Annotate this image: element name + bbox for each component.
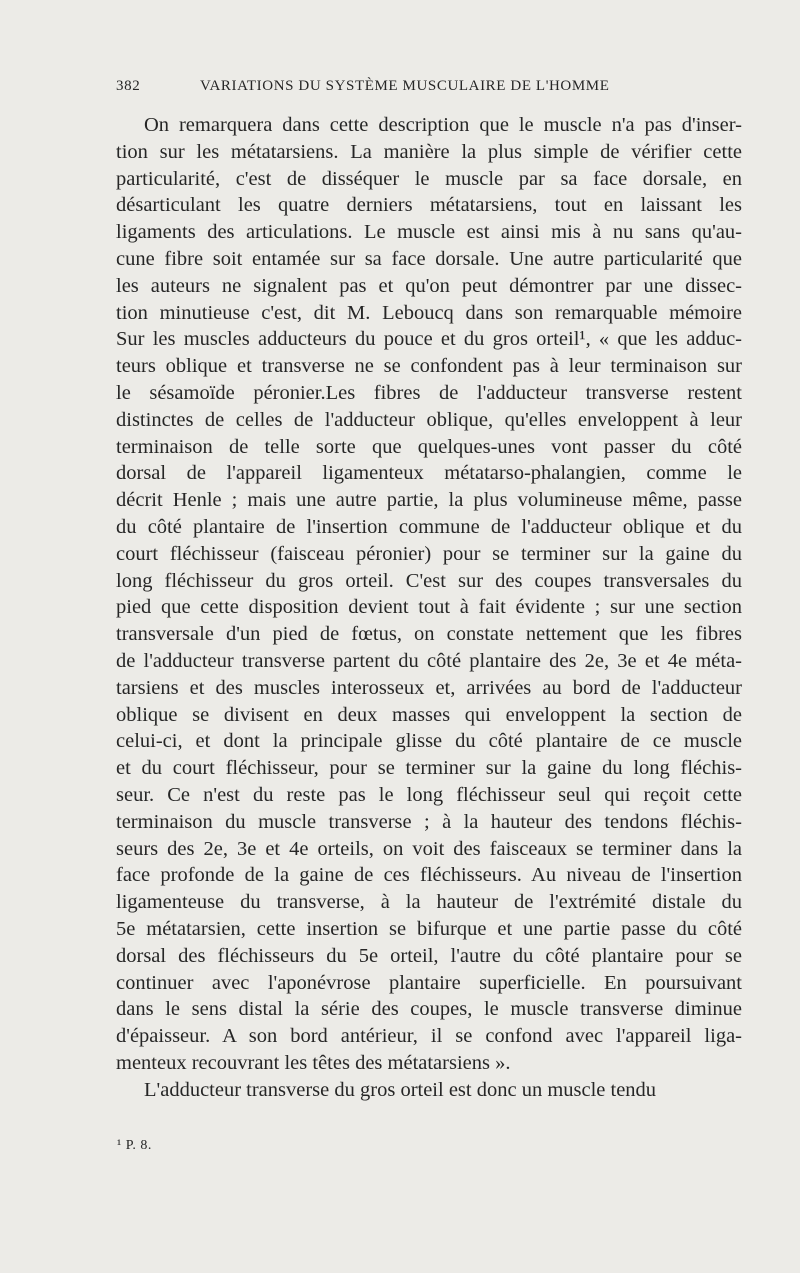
text-line: tion minutieuse c'est, dit M. Leboucq dans son remarquable mémoire [116,301,742,324]
text-line: de l'adducteur transverse partent du côté plantaire des 2e, 3e et 4e méta- [116,649,742,672]
text-line: particularité, c'est de disséquer le muscle par sa face dorsale, en [116,167,742,190]
text-line: ligaments des articulations. Le muscle est ainsi mis à nu sans qu'au- [116,221,742,244]
text-line: continuer avec l'aponévrose plantaire superficielle. En poursuivant [116,971,742,994]
text-line: oblique se divisent en deux masses qui enveloppent la section de [116,703,742,726]
text-line: le sésamoïde péronier.Les fibres de l'adducteur transverse restent [116,381,742,404]
text-line: désarticulant les quatre derniers métatarsiens, tout en laissant les [116,194,742,217]
text-line: long fléchisseur du gros orteil. C'est sur des coupes transversales du [116,569,742,592]
footnote: ¹ P. 8. [117,1138,152,1153]
text-line: menteux recouvrant les têtes des métatarsiens ». [116,1051,511,1074]
text-line: teurs oblique et transverse ne se confondent pas à leur terminaison sur [116,355,742,378]
text-line: d'épaisseur. A son bord antérieur, il se confond avec l'appareil liga- [116,1025,742,1048]
text-line: terminaison du muscle transverse ; à la hauteur des tendons fléchis- [116,810,742,833]
text-line: du côté plantaire de l'insertion commune de l'adducteur oblique et du [116,515,742,538]
text-line: ligamenteuse du transverse, à la hauteur de l'extrémité distale du [116,891,742,914]
text-line: tarsiens et des muscles interosseux et, arrivées au bord de l'adducteur [116,676,742,699]
text-line: terminaison de telle sorte que quelques-unes vont passer du côté [116,435,742,458]
running-title: VARIATIONS DU SYSTÈME MUSCULAIRE DE L'HOMME [200,78,610,94]
text-line: celui-ci, et dont la principale glisse du côté plantaire de ce muscle [116,730,742,753]
text-line: transversale d'un pied de fœtus, on constate nettement que les fibres [116,623,742,646]
text-line: distinctes de celles de l'adducteur oblique, qu'elles enveloppent à leur [116,408,742,431]
text-line: dorsal de l'appareil ligamenteux métatarso-phalangien, comme le [116,462,742,485]
body-text [116,112,742,1103]
text-line: décrit Henle ; mais une autre partie, la plus volumineuse même, passe [116,489,742,512]
text-line: L'adducteur transverse du gros orteil est donc un muscle tendu [144,1078,657,1101]
text-line: 5e métatarsien, cette insertion se bifurque et une partie passe du côté [116,917,742,940]
text-line: pied que cette disposition devient tout à fait évidente ; sur une section [116,596,742,619]
text-line: Sur les muscles adducteurs du pouce et du gros orteil¹, « que les adduc- [116,328,742,351]
text-line: seur. Ce n'est du reste pas le long fléchisseur seul qui reçoit cette [116,783,742,806]
text-line: court fléchisseur (faisceau péronier) pour se terminer sur la gaine du [116,542,742,565]
text-line: dorsal des fléchisseurs du 5e orteil, l'autre du côté plantaire pour se [116,944,742,967]
text-line: cune fibre soit entamée sur sa face dorsale. Une autre particularité que [116,247,742,270]
text-line: face profonde de la gaine de ces fléchisseurs. Au niveau de l'insertion [116,864,742,887]
text-line: seurs des 2e, 3e et 4e orteils, on voit des faisceaux se terminer dans la [116,837,742,860]
text-line: dans le sens distal la série des coupes, le muscle transverse diminue [116,998,742,1021]
text-line: les auteurs ne signalent pas et qu'on peut démontrer par une dissec- [116,274,742,297]
text-line: et du court fléchisseur, pour se terminer sur la gaine du long fléchis- [116,757,742,780]
text-line: tion sur les métatarsiens. La manière la plus simple de vérifier cette [116,140,742,163]
text-line: On remarquera dans cette description que le muscle n'a pas d'inser- [144,114,742,136]
page-number: 382 [116,78,141,94]
running-header [116,78,742,100]
